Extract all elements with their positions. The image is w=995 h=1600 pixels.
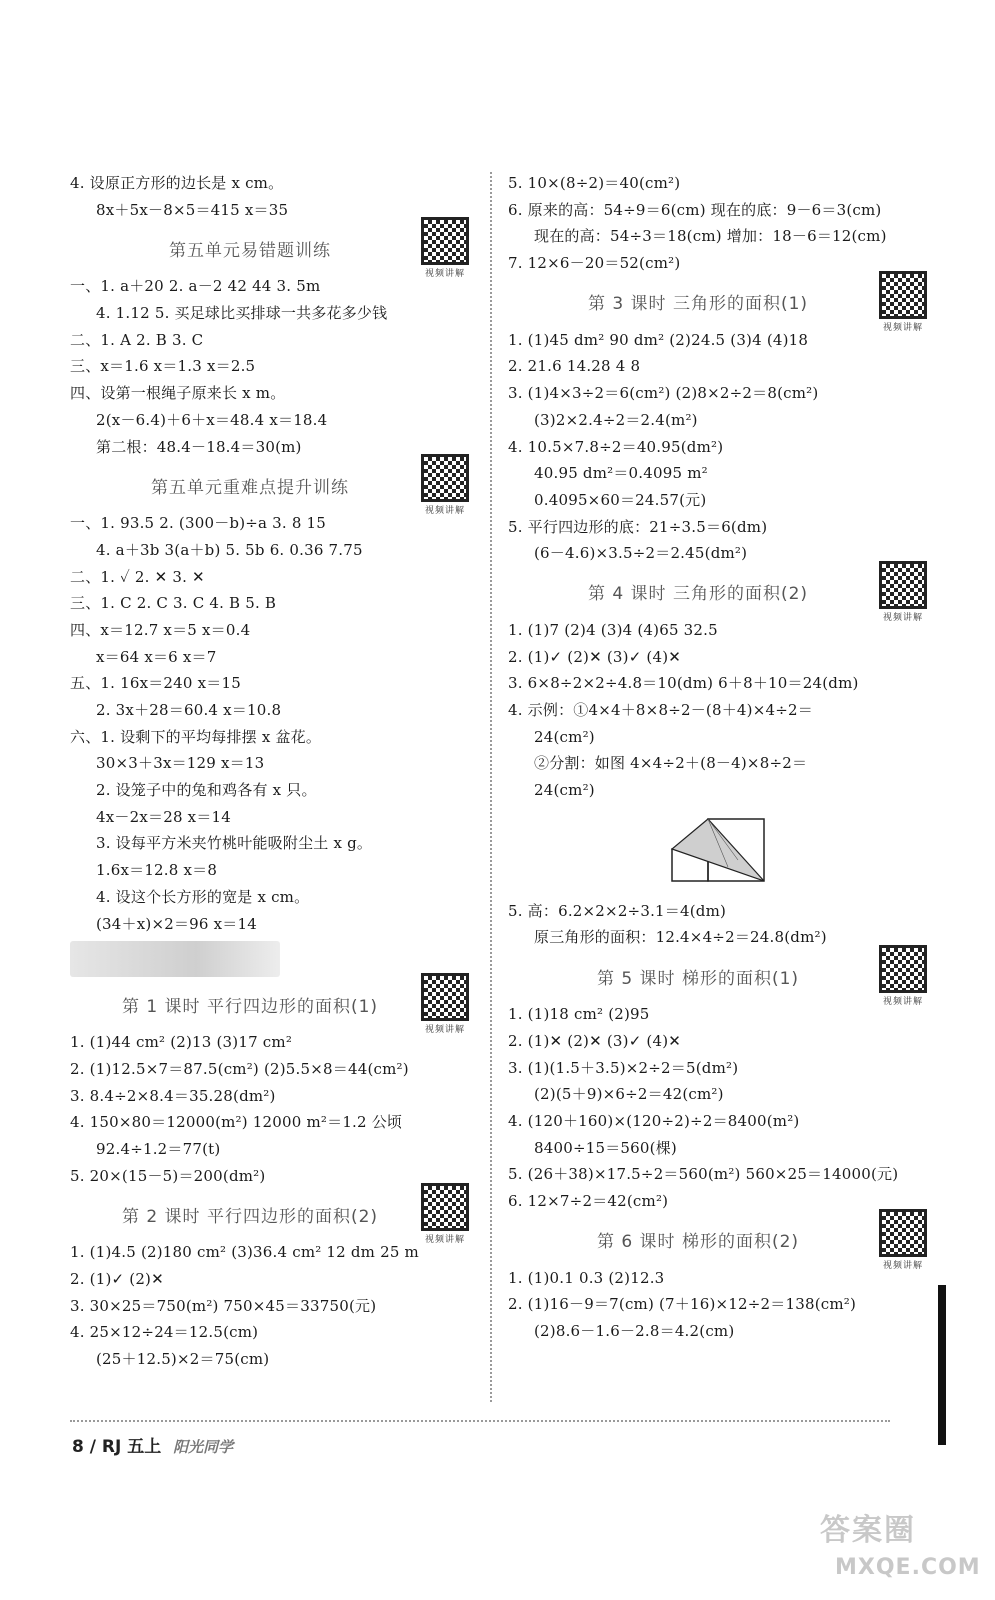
answer-line: 2. 21.6 14.28 4 8 (508, 357, 641, 376)
qr-code-icon[interactable] (420, 1183, 470, 1245)
section-heading (70, 460, 470, 517)
answer-line: 原三角形的面积：12.4×4÷2＝24.8(dm²) (534, 928, 827, 947)
answer-line: 4. 10.5×7.8÷2＝40.95(dm²) (508, 437, 724, 456)
brand-logo: 阳光同学 (173, 1438, 234, 1456)
answer-line: 现在的高：54÷3＝18(cm) 增加：18－6＝12(cm) (534, 227, 887, 246)
answer-line: 四、设第一根绳子原来长 x m。 (70, 384, 286, 403)
answer-line: 六、1. 设剩下的平均每排摆 x 盆花。 (70, 727, 322, 746)
section-heading-text: 第 5 课时 梯形的面积(1) (596, 968, 800, 989)
left-column (70, 170, 470, 1373)
edition-label: RJ 五上 (101, 1437, 162, 1457)
answer-line: 2. 3x＋28＝60.4 x＝10.8 (96, 701, 282, 719)
answer-line: 6. 12×7÷2＝42(cm²) (508, 1191, 669, 1210)
answer-line: 40.95 dm²＝0.4095 m² (534, 464, 708, 483)
answer-line: 8x＋5x－8×5＝415 x＝35 (96, 200, 289, 219)
answer-line: 5. 20×(15－5)＝200(dm²) (70, 1166, 266, 1185)
answer-line: 二、1. A 2. B 3. C (70, 330, 204, 349)
answer-line: 1. (1)4.5 (2)180 cm² (3)36.4 cm² 12 dm 25 m (70, 1243, 419, 1262)
qr-caption: 视频讲解 (882, 997, 923, 1008)
answer-line: 1. (1)44 cm² (2)13 (3)17 cm² (70, 1033, 293, 1052)
answer-line: 一、1. 93.5 2. (300－b)÷a 3. 8 15 (70, 514, 327, 533)
footer-separator: / (89, 1437, 96, 1457)
qr-code-image (421, 454, 469, 502)
qr-code-image (421, 1183, 469, 1231)
page-number: 8 (72, 1437, 84, 1457)
section-heading-text: 第 1 课时 平行四边形的面积(1) (121, 996, 379, 1017)
section-heading (508, 1215, 928, 1271)
page-edge-bar (938, 1285, 946, 1445)
answer-line: 92.4÷1.2＝77(t) (96, 1139, 221, 1158)
answer-line: 3. 设每平方米夹竹桃叶能吸附尘土 x g。 (96, 834, 373, 853)
answer-line: 3. (1)4×3÷2＝6(cm²) (2)8×2÷2＝8(cm²) (508, 384, 819, 403)
section-heading (508, 277, 928, 333)
answer-line: 1. (1)7 (2)4 (3)4 (4)65 32.5 (508, 620, 718, 639)
answer-line: 8400÷15＝560(棵) (534, 1138, 677, 1157)
answer-line: 4. 设这个长方形的宽是 x cm。 (96, 887, 310, 906)
right-column (508, 170, 928, 1345)
qr-code-icon[interactable] (420, 217, 470, 279)
answer-line: 5. 平行四边形的底：21÷3.5＝6(dm) (508, 517, 768, 536)
answer-line: 1. (1)0.1 0.3 (2)12.3 (508, 1268, 665, 1287)
column-divider (490, 172, 492, 1402)
footer-rule (70, 1420, 890, 1422)
answer-line: 6. 原来的高：54÷9＝6(cm) 现在的底：9－6＝3(cm) (508, 200, 882, 219)
qr-caption: 视频讲解 (882, 1260, 923, 1271)
answer-line: 4. a＋3b 3(a＋b) 5. 5b 6. 0.36 7.75 (96, 540, 363, 559)
section-heading (70, 223, 470, 280)
answer-line: 1. (1)45 dm² 90 dm² (2)24.5 (3)4 (4)18 (508, 330, 809, 349)
answer-line: (2)8.6－1.6－2.8＝4.2(cm) (534, 1322, 735, 1340)
section-heading (70, 979, 470, 1036)
answer-line: 3. (1)(1.5＋3.5)×2÷2＝5(dm²) (508, 1058, 739, 1077)
answer-line: 2. (1)✓ (2)✕ (3)✓ (4)✕ (508, 647, 682, 666)
answer-line: 2(x－6.4)＋6＋x＝48.4 x＝18.4 (96, 410, 328, 429)
answer-line: 3. 8.4÷2×8.4＝35.28(dm²) (70, 1086, 276, 1105)
section-heading (508, 567, 928, 623)
answer-line: 4. 150×80＝12000(m²) 12000 m²＝1.2 公顷 (70, 1113, 403, 1132)
qr-caption: 视频讲解 (424, 506, 465, 517)
answer-line: 2. (1)16－9＝7(cm) (7＋16)×12÷2＝138(cm²) (508, 1295, 857, 1314)
answer-line: 三、1. C 2. C 3. C 4. B 5. B (70, 594, 277, 613)
answer-line: (25＋12.5)×2＝75(cm) (96, 1350, 270, 1369)
answer-line: 3. 30×25＝750(m²) 750×45＝33750(元) (70, 1296, 377, 1315)
qr-code-image (421, 973, 469, 1021)
qr-code-icon[interactable] (878, 945, 928, 1007)
section-heading-text: 第五单元重难点提升训练 (151, 477, 349, 498)
section-heading-text: 第 2 课时 平行四边形的面积(2) (121, 1206, 379, 1227)
answer-line: 2. (1)12.5×7＝87.5(cm²) (2)5.5×8＝44(cm²) (70, 1059, 409, 1078)
answer-line: 1. (1)18 cm² (2)95 (508, 1005, 650, 1024)
answer-line: 3. 6×8÷2×2÷4.8＝10(dm) 6＋8＋10＝24(dm) (508, 674, 859, 693)
answer-line: 4x－2x＝28 x＝14 (96, 807, 232, 826)
answer-line: 4. (120＋160)×(120÷2)÷2＝8400(m²) (508, 1111, 800, 1130)
answer-line: 4. 设原正方形的边长是 x cm。 (70, 174, 284, 192)
qr-code-image (879, 561, 927, 609)
section-heading-text: 第 3 课时 三角形的面积(1) (587, 294, 809, 315)
answer-line: 2. (1)✕ (2)✕ (3)✓ (4)✕ (508, 1031, 682, 1050)
answer-line: 一、1. a＋20 2. a－2 42 44 3. 5m (70, 277, 321, 296)
answer-line: (34＋x)×2＝96 x＝14 (96, 914, 257, 933)
qr-caption: 视频讲解 (424, 1025, 465, 1036)
qr-code-icon[interactable] (420, 973, 470, 1035)
answer-line: 五、1. 16x＝240 x＝15 (70, 674, 241, 693)
qr-code-icon[interactable] (878, 1209, 928, 1271)
section-heading-text: 第 6 课时 梯形的面积(2) (596, 1232, 800, 1253)
answer-line: (6－4.6)×3.5÷2＝2.45(dm²) (534, 544, 748, 563)
answer-line: 2. 设笼子中的兔和鸡各有 x 只。 (96, 781, 317, 800)
qr-caption: 视频讲解 (424, 269, 465, 280)
answer-line: 第二根：48.4－18.4＝30(m) (96, 437, 302, 456)
qr-caption: 视频讲解 (882, 612, 923, 623)
answer-line: 四、x＝12.7 x＝5 x＝0.4 (70, 620, 251, 639)
qr-code-icon[interactable] (878, 561, 928, 623)
triangle-figure (508, 810, 928, 890)
answer-line: 5. 高：6.2×2×2÷3.1＝4(dm) (508, 901, 727, 920)
qr-code-image (879, 945, 927, 993)
answer-line: 0.4095×60＝24.57(元) (534, 490, 707, 509)
answer-line: 4. 25×12÷24＝12.5(cm) (70, 1323, 259, 1342)
section-heading-text: 第 4 课时 三角形的面积(2) (587, 584, 809, 605)
answer-line: x＝64 x＝6 x＝7 (96, 647, 217, 666)
qr-code-image (421, 217, 469, 265)
answer-line: 30×3＋3x＝129 x＝13 (96, 754, 265, 773)
qr-code-icon[interactable] (420, 454, 470, 516)
answer-line: 4. 1.12 5. 买足球比买排球一共多花多少钱 (96, 304, 388, 323)
watermark-logo: 答案圈 (820, 1513, 916, 1548)
qr-code-image (879, 1209, 927, 1257)
answer-line: 2. (1)✓ (2)✕ (70, 1270, 164, 1288)
qr-code-image (879, 271, 927, 319)
answer-line: (3)2×2.4÷2＝2.4(m²) (534, 410, 698, 429)
qr-code-icon[interactable] (878, 271, 928, 333)
section-banner (70, 941, 280, 977)
answer-line: 三、x＝1.6 x＝1.3 x＝2.5 (70, 357, 256, 376)
answer-line: 7. 12×6－20＝52(cm²) (508, 254, 681, 273)
answer-line: 24(cm²) (534, 727, 595, 746)
qr-caption: 视频讲解 (424, 1235, 465, 1246)
answer-line: ②分割：如图 4×4÷2＋(8－4)×8÷2＝ (534, 754, 808, 773)
section-heading-text: 第五单元易错题训练 (169, 240, 331, 261)
answer-line: 1.6x＝12.8 x＝8 (96, 861, 218, 880)
answer-line: 二、1. ✓ 2. ✕ 3. ✕ (70, 567, 205, 586)
answer-line: 4. 示例：①4×4＋8×8÷2－(8＋4)×4÷2＝ (508, 701, 813, 719)
section-heading (508, 951, 928, 1008)
answer-line: 5. 10×(8÷2)＝40(cm²) (508, 174, 681, 192)
watermark-url: MXQE.COM (835, 1555, 981, 1580)
answer-line: 24(cm²) (534, 781, 595, 800)
answer-line: (2)(5＋9)×6÷2＝42(cm²) (534, 1085, 724, 1104)
answer-line: 5. (26＋38)×17.5÷2＝560(m²) 560×25＝14000(元) (508, 1165, 899, 1184)
qr-caption: 视频讲解 (882, 322, 923, 333)
page-footer (72, 1432, 233, 1457)
section-heading (70, 1189, 470, 1246)
